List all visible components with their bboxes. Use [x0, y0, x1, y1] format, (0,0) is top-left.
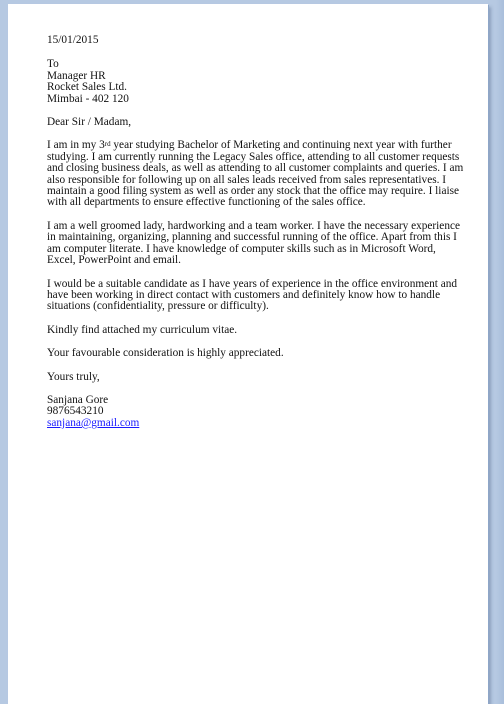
recipient-city: Mimbai - 402 120 [47, 92, 129, 105]
paragraph-2: I am a well groomed lady, hardworking and a team worker. I have the necessary experience in maintaining, organizing, planning and successful running of the office. Apart from this I am computer literate. I have knowledge of computer skills such as in Microsoft Word, Excel, PowerPoint and email. [47, 219, 460, 267]
paragraph-1-start: I am in my 3 [47, 139, 105, 152]
signature-name: Sanjana Gore [47, 393, 109, 406]
paragraph-1-rest: year studying Bachelor of Marketing and continuing next year with further studying. I am currently running the Legacy Sales office, attending to all customer requests and closing business deals, as well as attending to all customer complaints and queries. I am also responsible for following up on all sales leads received from sales representatives. I maintain a good filing system as well as order any stock that the office may require. I liaise with all departments to ensure effective functioning of the sales office. [47, 139, 464, 209]
letter-body [47, 35, 467, 429]
salutation: Dear Sir / Madam, [47, 116, 132, 129]
letter-date: 15/01/2015 [47, 34, 99, 46]
paragraph-4: Kindly find attached my curriculum vitae. [47, 323, 238, 336]
recipient-to: To [47, 58, 59, 71]
paragraph-5: Your favourable consideration is highly appreciated. [47, 347, 284, 360]
document-page [8, 4, 488, 704]
recipient-title: Manager HR [47, 69, 106, 82]
ordinal-superscript: rd [104, 140, 111, 149]
window-edge [496, 0, 504, 704]
signature-block [47, 395, 467, 429]
paragraph-3: I would be a suitable candidate as I have years of experience in the office environment and have been working in direct contact with customers and definitely know how to handle situations (confidentiality, pressure or difficulty). [47, 277, 458, 313]
email-link[interactable]: sanjana@gmail.com [47, 416, 140, 429]
signature-phone: 9876543210 [47, 405, 104, 418]
recipient-block [47, 59, 467, 105]
recipient-company: Rocket Sales Ltd. [47, 81, 128, 94]
closing: Yours truly, [47, 370, 100, 383]
paragraph-1 [47, 140, 467, 208]
